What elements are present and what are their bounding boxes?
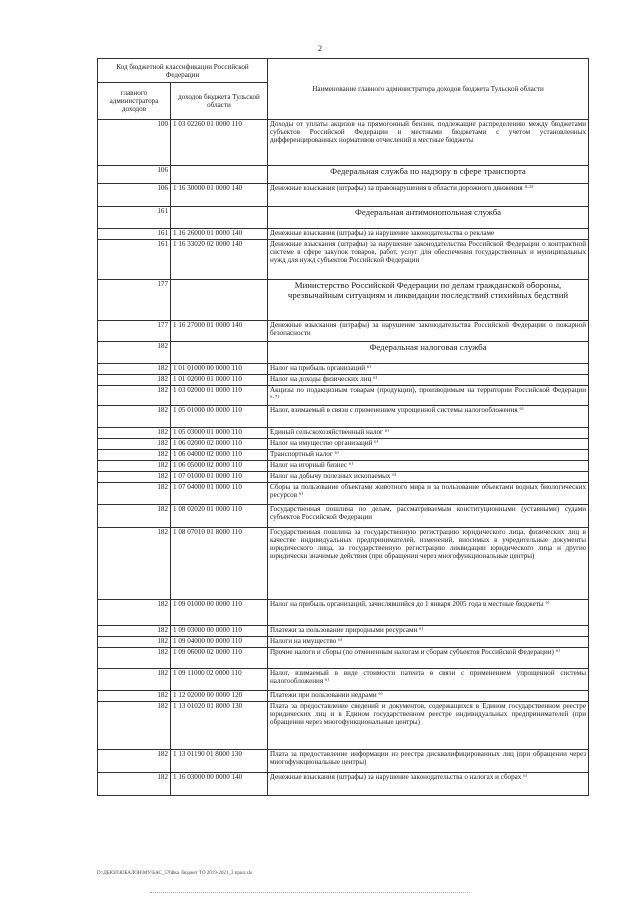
agency-name-cell: Федеральная налоговая служба (268, 342, 589, 364)
income-code-cell (171, 207, 268, 229)
income-name-cell: Платежи за пользование природными ресурсами ⁶⁾ (268, 626, 589, 637)
admin-code-cell: 182 (98, 472, 171, 483)
income-name-cell: Налог на игорный бизнес ⁶⁾ (268, 461, 589, 472)
income-code-cell: 1 07 01000 01 0000 110 (171, 472, 268, 483)
income-code-cell (171, 280, 268, 321)
admin-code-cell: 161 (98, 240, 171, 280)
income-name-cell: Денежные взыскания (штрафы) за правонарушения в области дорожного движения ⁴·⁵⁾ (268, 184, 589, 207)
table-row (98, 240, 589, 280)
income-name-cell: Налоги на имущество ⁶⁾ (268, 637, 589, 648)
agency-name-cell: Министерство Российской Федерации по делам гражданской обороны, чрезвычайным ситуациям и ликвидации последствий стихийных бедствий (268, 280, 589, 321)
agency-row (98, 166, 589, 184)
table-row (98, 229, 589, 240)
income-name-cell: Плата за предоставление информации из реестра дисквалифицированных лиц (при обращении через многофункциональные центры) (268, 750, 589, 773)
income-code-cell: 1 05 03000 01 0000 110 (171, 428, 268, 439)
table-row (98, 439, 589, 450)
income-name-cell: Прочие налоги и сборы (по отмененным налогам и сборам субъектов Российской Федерации) ⁶⁾ (268, 648, 589, 669)
income-name-cell: Налог на прибыль организаций ⁶⁾ (268, 364, 589, 375)
table-row (98, 648, 589, 669)
admin-code-cell: 182 (98, 342, 171, 364)
table-row (98, 483, 589, 505)
admin-code-cell: 182 (98, 626, 171, 637)
table-row (98, 600, 589, 626)
income-code-cell: 1 09 11000 02 0000 110 (171, 669, 268, 691)
income-code-cell: 1 06 04000 02 0000 110 (171, 450, 268, 461)
table-row (98, 375, 589, 386)
income-code-cell: 1 09 03000 00 0000 110 (171, 626, 268, 637)
admin-code-cell: 177 (98, 321, 171, 342)
table-row (98, 364, 589, 375)
table-row (98, 637, 589, 648)
income-name-cell: Налог на прибыль организаций, зачислявшийся до 1 января 2005 года в местные бюджеты ⁶⁾ (268, 600, 589, 626)
admin-code-cell: 182 (98, 702, 171, 750)
table-row (98, 669, 589, 691)
table-row (98, 702, 589, 750)
income-code-cell: 1 09 01000 00 0000 110 (171, 600, 268, 626)
admin-code-cell: 182 (98, 375, 171, 386)
income-name-cell: Доходы от уплаты акцизов на прямогонный бензин, подлежащие распределению между бюджетами субъектов Российской Федерации и местными бюджетами с учетом установленных дифференцированных нормативов отчислений в местные бюджеты (268, 120, 589, 166)
income-name-cell: Денежные взыскания (штрафы) за нарушение законодательства о налогах и сборах ⁶⁾ (268, 773, 589, 796)
table-row (98, 626, 589, 637)
admin-code-cell: 161 (98, 229, 171, 240)
income-code-cell: 1 08 02020 01 0000 110 (171, 505, 268, 528)
income-code-cell: 1 09 04000 00 0000 110 (171, 637, 268, 648)
admin-code-cell: 182 (98, 773, 171, 796)
income-code-cell: 1 03 02260 01 0000 110 (171, 120, 268, 166)
income-name-cell: Налог, взимаемый в виде стоимости патента в связи с применением упрощенной системы налогообложения ⁶⁾ (268, 669, 589, 691)
agency-row (98, 280, 589, 321)
table-row (98, 428, 589, 439)
table-row (98, 406, 589, 428)
table-row (98, 528, 589, 600)
admin-code-cell: 182 (98, 483, 171, 505)
table-header (98, 59, 589, 120)
table-row (98, 321, 589, 342)
income-name-cell: Налог на имущество организаций ⁶⁾ (268, 439, 589, 450)
income-code-cell: 1 16 30000 01 0000 140 (171, 184, 268, 207)
income-code-cell: 1 09 06000 02 0000 110 (171, 648, 268, 669)
admin-code-cell: 182 (98, 750, 171, 773)
budget-classification-table (97, 58, 589, 796)
income-name-cell: Государственная пошлина по делам, рассматриваемым конституционными (уставными) судами субъектов Российской Федерации (268, 505, 589, 528)
income-name-cell: Государственная пошлина за государственную регистрацию юридического лица, физических лиц в качестве индивидуальных предпринимателей, изменений, вносимых в учредительные документы юридического лица, за государственную регистрацию ликвидации юридического лица и другие юридически значимые действия (при обращении через многофункциональные центры) (268, 528, 589, 600)
income-name-cell: Налог на добычу полезных ископаемых ⁶⁾ (268, 472, 589, 483)
admin-code-cell: 182 (98, 450, 171, 461)
income-code-cell: 1 13 01190 01 8000 130 (171, 750, 268, 773)
admin-code-cell: 161 (98, 207, 171, 229)
income-name-cell: Единый сельскохозяйственный налог ⁶⁾ (268, 428, 589, 439)
income-code-cell (171, 166, 268, 184)
income-code-cell: 1 16 27000 01 0000 140 (171, 321, 268, 342)
income-code-cell: 1 07 04000 01 0000 110 (171, 483, 268, 505)
income-name-cell: Плата за предоставление сведений и документов, содержащихся в Едином государственном реестре юридических лиц и в Едином государственном реестре индивидуальных предпринимателей (при обращении через многофункциональные центры) (268, 702, 589, 750)
agency-row (98, 207, 589, 229)
income-name-cell: Акцизы по подакцизным товарам (продукции), производимым на территории Российской Федерации ⁶·⁷⁾ (268, 386, 589, 406)
income-code-cell: 1 16 03000 00 0000 140 (171, 773, 268, 796)
income-code-cell: 1 13 01020 01 8000 130 (171, 702, 268, 750)
income-code-cell: 1 16 26000 01 0000 140 (171, 229, 268, 240)
income-code-cell: 1 06 05000 02 0000 110 (171, 461, 268, 472)
income-name-cell: Сборы за пользование объектами животного мира и за пользование объектами водных биологических ресурсов ⁶⁾ (268, 483, 589, 505)
table-row (98, 505, 589, 528)
table-row (98, 472, 589, 483)
file-path-footer: D:\ДБЮЛ\ЮБАЛОН\МУ\БАС_5768ка. бюджет ТО 2019-2021_3 прил.xls (97, 871, 253, 876)
income-name-cell: Денежные взыскания (штрафы) за нарушение законодательства о рекламе (268, 229, 589, 240)
table-row (98, 773, 589, 796)
admin-code-cell: 100 (98, 120, 171, 166)
table-body (98, 120, 589, 796)
admin-code-cell: 182 (98, 637, 171, 648)
admin-code-cell: 182 (98, 505, 171, 528)
admin-code-cell: 182 (98, 691, 171, 702)
admin-code-cell: 182 (98, 386, 171, 406)
table-row (98, 450, 589, 461)
page-number: 2 (318, 44, 322, 53)
income-code-cell: 1 05 01000 00 0000 110 (171, 406, 268, 428)
header-name-column: Наименование главного администратора доходов бюджета Тульской области (268, 59, 589, 120)
admin-code-cell: 106 (98, 184, 171, 207)
income-code-cell: 1 01 01000 00 0000 110 (171, 364, 268, 375)
agency-row (98, 342, 589, 364)
income-name-cell: Денежные взыскания (штрафы) за нарушение законодательства Российской Федерации о контрактной системе в сфере закупок товаров, работ, услуг для обеспечения государственных и муниципальных нужд для нужд субъектов Российской Федерации (268, 240, 589, 280)
income-code-cell: 1 12 02000 00 0000 120 (171, 691, 268, 702)
admin-code-cell: 182 (98, 461, 171, 472)
agency-name-cell: Федеральная антимонопольная служба (268, 207, 589, 229)
table-row (98, 386, 589, 406)
table-row (98, 184, 589, 207)
scan-artifact-line (150, 892, 470, 893)
income-code-cell: 1 16 33020 02 0000 140 (171, 240, 268, 280)
agency-name-cell: Федеральная служба по надзору в сфере транспорта (268, 166, 589, 184)
income-code-cell: 1 08 07010 01 8000 110 (171, 528, 268, 600)
income-name-cell: Налог на доходы физических лиц ⁶⁾ (268, 375, 589, 386)
income-name-cell: Транспортный налог ⁶⁾ (268, 450, 589, 461)
admin-code-cell: 182 (98, 439, 171, 450)
admin-code-cell: 182 (98, 600, 171, 626)
admin-code-cell: 106 (98, 166, 171, 184)
income-code-cell: 1 06 02000 02 0000 110 (171, 439, 268, 450)
income-code-cell (171, 342, 268, 364)
income-code-cell: 1 03 02000 01 0000 110 (171, 386, 268, 406)
table-row (98, 691, 589, 702)
income-name-cell: Денежные взыскания (штрафы) за нарушение законодательства Российской Федерации о пожарной безопасности (268, 321, 589, 342)
admin-code-cell: 182 (98, 669, 171, 691)
admin-code-cell: 182 (98, 406, 171, 428)
income-name-cell: Налог, взимаемый в связи с применением упрощенной системы налогообложения ⁶⁾ (268, 406, 589, 428)
admin-code-cell: 182 (98, 648, 171, 669)
header-code-group: Код бюджетной классификации Российской Федерации (98, 59, 268, 83)
table-row (98, 750, 589, 773)
income-name-cell: Платежи при пользовании недрами ⁶⁾ (268, 691, 589, 702)
income-code-cell: 1 01 02000 01 0000 110 (171, 375, 268, 386)
header-income-column: доходов бюджета Тульской области (171, 83, 268, 120)
admin-code-cell: 182 (98, 528, 171, 600)
table-row (98, 461, 589, 472)
admin-code-cell: 182 (98, 428, 171, 439)
admin-code-cell: 177 (98, 280, 171, 321)
admin-code-cell: 182 (98, 364, 171, 375)
table-row (98, 120, 589, 166)
header-admin-column: главного администратора доходов (98, 83, 171, 120)
